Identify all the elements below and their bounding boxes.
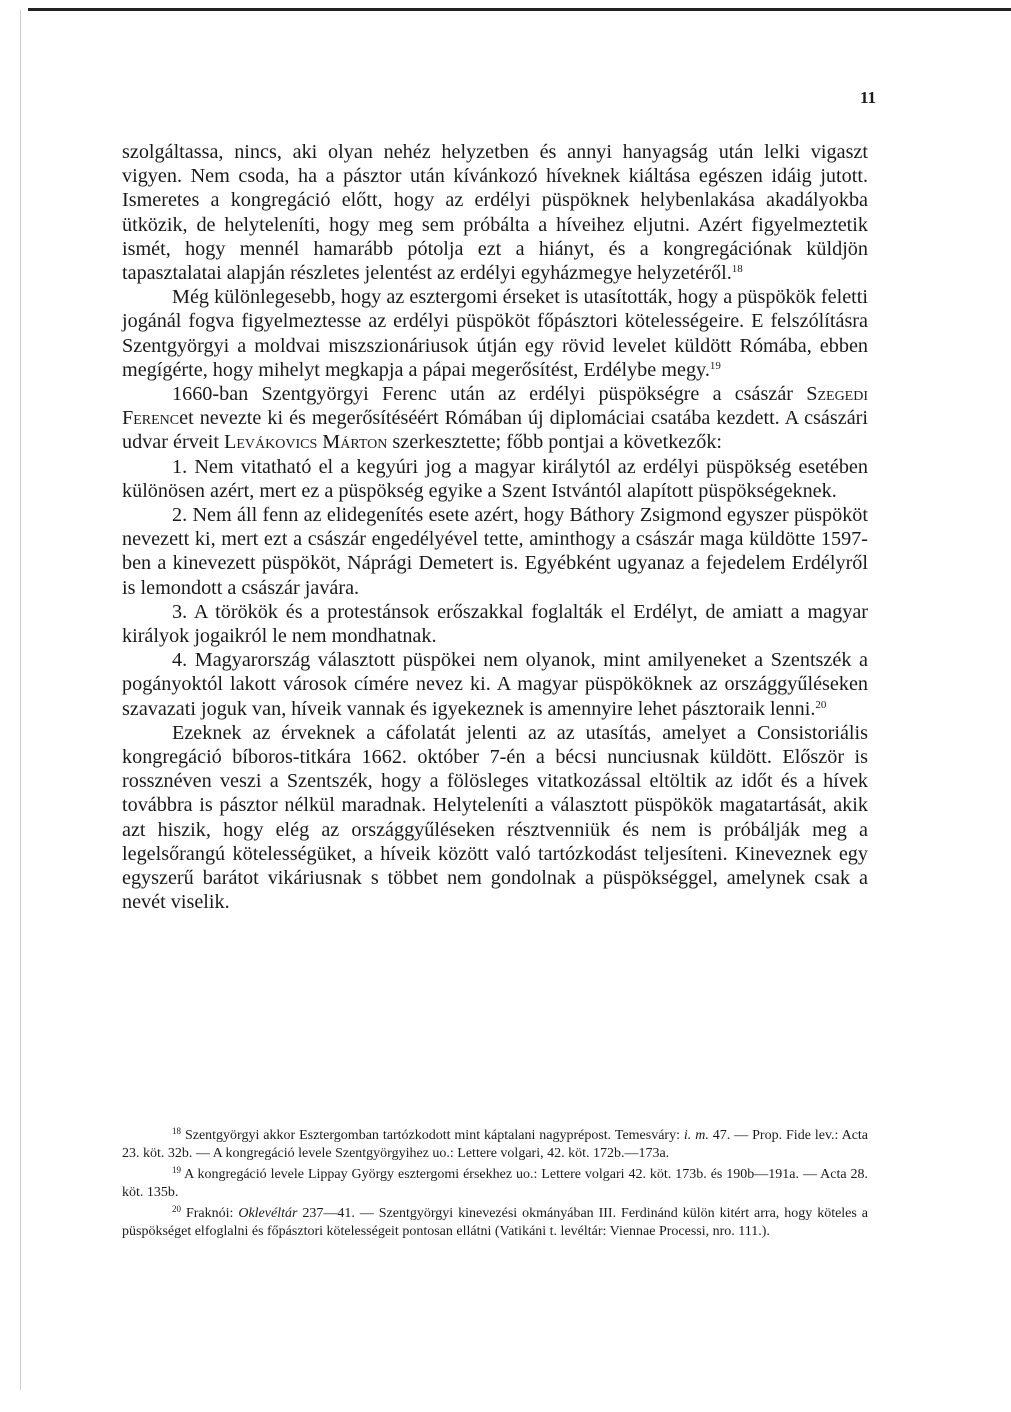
- footnote-text: A kongregáció levele Lippay György esztergomi érsekhez uo.: Lettere volgari 42. köt. 173b. és 190b—191a. — Acta 28. köt. 135b.: [122, 1167, 868, 1200]
- point-3: [122, 600, 868, 648]
- paragraph-text: 3. A törökök és a protestánsok erőszakkal foglalták el Erdélyt, de amiatt a magyar királyok jogaikról le nem mondhatnak.: [122, 600, 868, 648]
- footnote-number: 19: [172, 1165, 181, 1176]
- footnote-text: 47. — Prop. Fide lev.: Acta 23. köt. 32b. — A kongregáció levele Szentgyörgyihez uo.: Lettere volgari, 42. köt. 172b.—173a.: [122, 1128, 869, 1161]
- paragraph-text: Még különlegesebb, hogy az esztergomi érseket is utasították, hogy a püspökök feletti jogánál fogva figyelmeztesse az erdélyi püspököt főpásztori kötelességeire. E felszólításra Szentgyörgyi a moldvai miszszionáriusok útján egy rövid levelet küldött Rómába, ebben megígérte, hogy mihelyt megkapja a pápai megerősítést, Erdélybe megy.: [122, 286, 868, 381]
- footnote-20: [122, 1201, 868, 1240]
- paragraph-text: 1660-ban Szentgyörgyi Ferenc után az erdélyi püspökségre a császár: [172, 383, 807, 406]
- paragraph-1: [122, 140, 868, 285]
- footnote-italic: Oklevéltár: [238, 1206, 298, 1222]
- point-2: [122, 503, 868, 600]
- footnote-number: 20: [172, 1204, 181, 1215]
- footnote-ref-20: 20: [815, 698, 827, 711]
- paragraph-3: [122, 382, 868, 455]
- footnotes: [122, 1123, 868, 1241]
- name-levakovics-marton: Levákovics Márton: [224, 431, 388, 454]
- footnote-text: 237—41. — Szentgyörgyi kinevezési okmányában III. Ferdinánd külön kitért arra, hogy köteles a püspökséget elfoglalni és főpásztori kötelességeit pontosan ellátni (Vatikáni t. levéltár: Viennae Processi, nro. 111.).: [122, 1206, 869, 1239]
- point-1: [122, 455, 868, 503]
- name-szegedi-ferenc: Szegedi Ferenc: [122, 383, 868, 430]
- footnote-text: Szentgyörgyi akkor Esztergomban tartózkodott mint káptalani nagyprépost. Temesváry:: [184, 1128, 684, 1143]
- paragraph-text: 2. Nem áll fenn az elidegenítés esete azért, hogy Báthory Zsigmond egyszer püspököt nevezett ki, mert ezt a császár engedélyével tette, aminthogy a császár maga küldötte 1597-ben a kinevezett püspököt, Náprági Demetert is. Egyébként ugyanaz a fejedelem Erdélyről is lemondott a császár javára.: [122, 504, 868, 599]
- paragraph-conclusion: [122, 721, 868, 915]
- footnote-text: Fraknói:: [185, 1206, 239, 1222]
- paragraph-text: Ezeknek az érveknek a cáfolatát jelenti az az utasítás, amelyet a Consistoriális kongregáció bíboros-titkára 1662. október 7-én a bécsi nunciusnak küldött. Először is rossznéven veszi a Szentszék, hogy a fölösleges vitatkozással eltöltik az időt és a hívek továbbra is pásztor nélkül maradnak. Helyteleníti a választott püspökök magatartását, akik azt hiszik, hogy elég az országgyűléseken résztvenniük és nem is próbálják meg a legelsőrangú kötelességüket, a híveik között való tartózkodást teljesíteni. Kineveznek egy egyszerű barátot vikáriusnak s többet nem gondolnak a püspökséggel, amelynek csak a nevét viselik.: [122, 721, 868, 914]
- footnote-18: [122, 1123, 868, 1162]
- footnote-ref-18: 18: [731, 263, 743, 276]
- page-number: 11: [859, 88, 876, 107]
- point-4: [122, 648, 868, 721]
- paragraph-text: szerkesztette; főbb pontjai a következők:: [387, 431, 723, 454]
- footnote-number: 18: [172, 1126, 181, 1136]
- paragraph-text: szolgáltassa, nincs, aki olyan nehéz helyzetben és annyi hanyagság után lelki vigaszt vigyen. Nem csoda, ha a pásztor után kívánkozó híveknek kiáltása egészen idáig jutott. Ismeretes a kongregáció előtt, hogy az erdélyi püspöknek helybenlakása akadályokba ütközik, de helyteleníti, hogy meg sem próbálta a híveihez eljutni. Azért figyelmeztetik ismét, hogy mennél hamarább pótolja ezt a hiányt, és a kongregációnak küldjön tapasztalatai alapján részletes jelentést az erdélyi egyházmegye helyzetéről.: [122, 141, 868, 285]
- footnote-italic: i. m.: [683, 1128, 709, 1143]
- footnote-19: [122, 1162, 868, 1201]
- paragraph-text: et nevezte ki és megerősítéséért Rómában új diplomáciai csatába kezdett. A császári udvar érveit: [122, 407, 868, 454]
- body-text: [122, 140, 868, 915]
- scan-top-border: [28, 8, 1011, 11]
- footnote-ref-19: 19: [709, 359, 721, 372]
- scan-left-edge: [20, 10, 21, 1390]
- paragraph-text: 4. Magyarország választott püspökei nem olyanok, mint amilyeneket a Szentszék a pogányoktól lakott városok címére nevez ki. A magyar püspököknek az országgyűléseken szavazati joguk van, híveik vannak és igyekeznek is amennyire lehet pásztoraik lenni.: [122, 649, 868, 720]
- paragraph-2: [122, 285, 868, 382]
- paragraph-text: 1. Nem vitatható el a kegyúri jog a magyar királytól az erdélyi püspökség esetében különösen azért, mert ez a püspökség egyike a Szent Istvántól alapított püspökségeknek.: [122, 455, 868, 502]
